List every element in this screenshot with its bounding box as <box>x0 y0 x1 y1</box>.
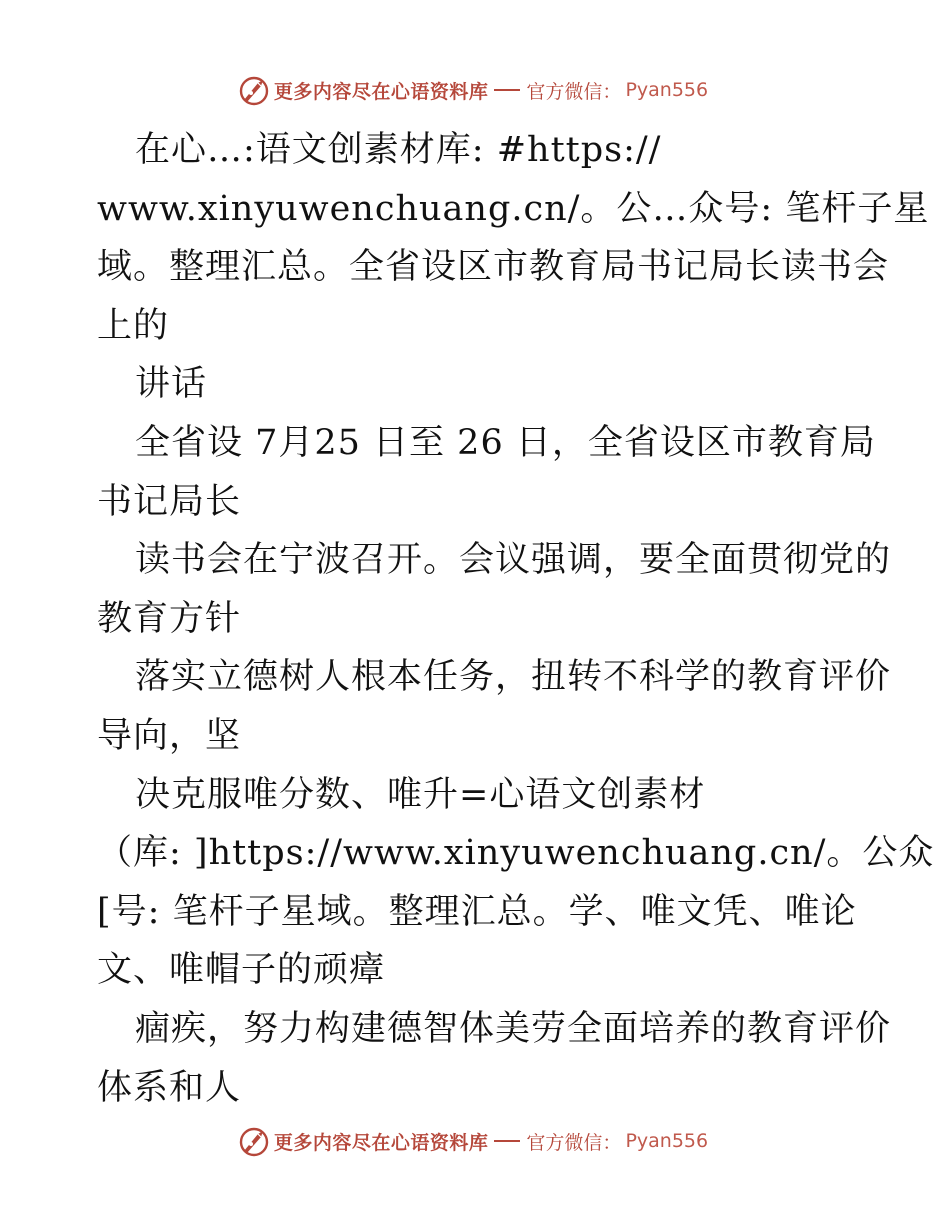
body-line: 域。整理汇总。全省设区市教育局书记局长读书会 <box>97 247 890 288</box>
pen-logo-icon <box>238 1125 270 1157</box>
body-line: www.xinyuwenchuang.cn/。公…众号: 笔杆子星 <box>97 188 930 229</box>
header-banner-wechat-label: 官方微信： <box>526 80 622 103</box>
header-banner <box>0 70 950 110</box>
pen-logo-icon <box>238 74 270 106</box>
body-line: 全省设 7月25 日至 26 日，全省设区市教育局 <box>135 422 876 463</box>
body-line: 决克服唯分数、唯升=心语文创素材 <box>135 774 706 815</box>
document-body <box>97 121 935 1117</box>
body-line: 体系和人 <box>97 1067 242 1108</box>
body-line: 痼疾，努力构建德智体美劳全面培养的教育评价 <box>135 1008 892 1049</box>
body-line: [号: 笔杆子星域。整理汇总。学、唯文凭、唯论 <box>97 891 857 932</box>
body-line: 导向，坚 <box>97 715 242 756</box>
footer-banner-dash <box>494 1140 520 1142</box>
body-line: 书记局长 <box>97 481 242 522</box>
body-line: 在心…:语文创素材库: #https:// <box>135 130 662 170</box>
header-banner-dash <box>494 89 520 91</box>
body-line: 读书会在宁波召开。会议强调，要全面贯彻党的 <box>135 540 892 581</box>
body-line: 落实立德树人根本任务，扭转不科学的教育评价 <box>135 657 892 698</box>
footer-banner-title: 更多内容尽在心语资料库 <box>273 1131 489 1154</box>
footer-banner-wechat-id: Pyan556 <box>625 1130 709 1152</box>
footer-banner <box>0 1121 950 1161</box>
body-line: 讲话 <box>135 364 208 405</box>
body-line: 文、唯帽子的顽瘴 <box>97 950 386 991</box>
header-banner-wechat-id: Pyan556 <box>625 79 709 101</box>
body-line: 上的 <box>97 305 170 346</box>
body-line: （库: ]https://www.xinyuwenchuang.cn/。公众 <box>97 833 935 874</box>
body-line: 教育方针 <box>97 598 242 639</box>
header-banner-title: 更多内容尽在心语资料库 <box>273 80 489 103</box>
footer-banner-wechat-label: 官方微信： <box>526 1131 622 1154</box>
